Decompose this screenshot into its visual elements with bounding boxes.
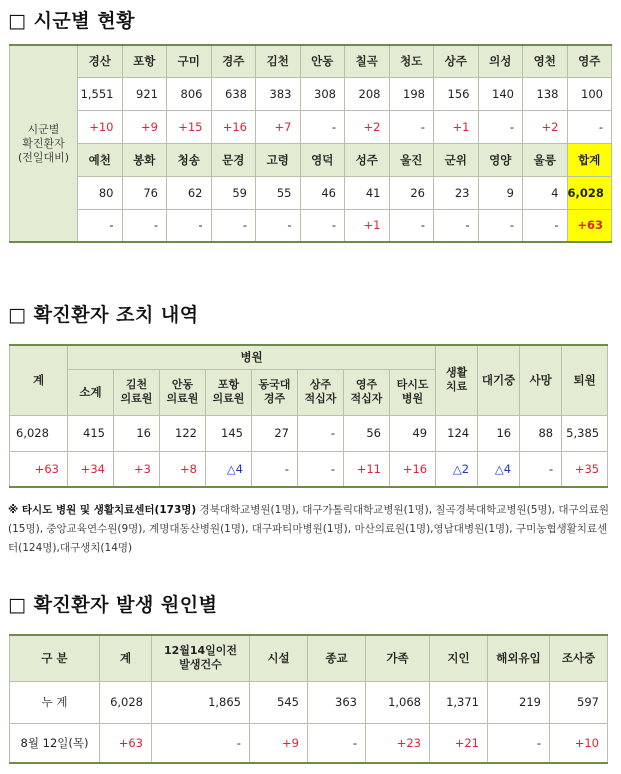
hospital-note-lead: ※ 타시도 병원 및 생활치료센터(173명) (8, 504, 197, 516)
header-hospital-name: 상주 적십자 (298, 369, 344, 415)
region-name: 청도 (389, 45, 434, 77)
grand-total: 6,028 (567, 176, 612, 209)
region-name: 영주 (567, 45, 612, 77)
cause-value: 363 (308, 681, 366, 723)
measure-change: - (252, 451, 298, 487)
measure-value: 5,385 (562, 415, 608, 451)
region-name: 영양 (478, 143, 523, 176)
measure-value: 145 (206, 415, 252, 451)
measure-change: +16 (390, 451, 436, 487)
cause-value: 6,028 (100, 681, 152, 723)
header-hospital-name: 영주 적십자 (344, 369, 390, 415)
region-name: 김천 (256, 45, 301, 77)
cause-header: 지인 (430, 635, 488, 681)
region-total: 100 (567, 77, 612, 110)
region-total: 9 (478, 176, 523, 209)
region-name: 성주 (345, 143, 390, 176)
header-hospital-name: 안동 의료원 (160, 369, 206, 415)
measure-change: +3 (114, 451, 160, 487)
region-total: 308 (300, 77, 345, 110)
measure-value: 56 (344, 415, 390, 451)
region-total: 156 (434, 77, 479, 110)
cause-change: +10 (550, 723, 608, 763)
header-death: 사망 (520, 345, 562, 415)
region-total: 921 (122, 77, 167, 110)
region-total: 138 (523, 77, 568, 110)
region-change: +15 (167, 110, 212, 143)
region-change: - (256, 209, 301, 242)
region-name: 포항 (122, 45, 167, 77)
cause-value: 219 (488, 681, 550, 723)
grand-total-change: +63 (567, 209, 612, 242)
region-total: 59 (211, 176, 256, 209)
hospital-note (8, 501, 614, 558)
header-waiting: 대기중 (478, 345, 520, 415)
total-label: 합계 (567, 143, 612, 176)
measure-change: △2 (436, 451, 478, 487)
region-change: - (300, 110, 345, 143)
cause-header: 종교 (308, 635, 366, 681)
region-change: - (523, 209, 568, 242)
measure-change: △4 (206, 451, 252, 487)
region-change: +2 (345, 110, 390, 143)
cause-value: 1,371 (430, 681, 488, 723)
region-name: 울릉 (523, 143, 568, 176)
region-change: - (211, 209, 256, 242)
region-change: - (167, 209, 212, 242)
region-name: 경주 (211, 45, 256, 77)
cause-change: - (308, 723, 366, 763)
measure-change: +11 (344, 451, 390, 487)
header-subtotal: 소계 (68, 369, 114, 415)
region-name: 상주 (434, 45, 479, 77)
region-change: - (300, 209, 345, 242)
cause-value: 545 (250, 681, 308, 723)
region-name: 의성 (478, 45, 523, 77)
region-change: +1 (434, 110, 479, 143)
measure-value: 124 (436, 415, 478, 451)
header-hospital-name: 포항 의료원 (206, 369, 252, 415)
cause-change: +21 (430, 723, 488, 763)
cause-header: 해외유입 (488, 635, 550, 681)
region-name: 안동 (300, 45, 345, 77)
region-change: +9 (122, 110, 167, 143)
measure-value: 16 (478, 415, 520, 451)
region-total: 46 (300, 176, 345, 209)
region-change: - (434, 209, 479, 242)
region-total: 806 (167, 77, 212, 110)
cause-value: 1,865 (152, 681, 250, 723)
region-total: 26 (389, 176, 434, 209)
region-total: 62 (167, 176, 212, 209)
section-title-measures: □ 확진환자 조치 내역 (8, 304, 199, 326)
region-change: - (78, 209, 123, 242)
cause-value: 597 (550, 681, 608, 723)
cause-change: +9 (250, 723, 308, 763)
region-name: 경산 (78, 45, 123, 77)
cause-header: 시설 (250, 635, 308, 681)
region-change: - (567, 110, 612, 143)
region-total: 208 (345, 77, 390, 110)
region-total: 55 (256, 176, 301, 209)
cause-row-label: 누 계 (10, 681, 100, 723)
region-name: 구미 (167, 45, 212, 77)
cause-header: 계 (100, 635, 152, 681)
cause-row-label: 8월 12일(목) (10, 723, 100, 763)
measure-value: 88 (520, 415, 562, 451)
measure-change: +34 (68, 451, 114, 487)
region-total: 383 (256, 77, 301, 110)
header-total: 계 (10, 345, 68, 415)
region-change: - (478, 110, 523, 143)
section-title-region: □ 시군별 현황 (8, 10, 135, 32)
measure-change: - (298, 451, 344, 487)
region-side-label: 시군별 확진환자 (전일대비) (10, 45, 78, 242)
region-name: 문경 (211, 143, 256, 176)
region-name: 영덕 (300, 143, 345, 176)
header-discharge: 퇴원 (562, 345, 608, 415)
measure-change: +8 (160, 451, 206, 487)
cause-value: 1,068 (366, 681, 430, 723)
region-name: 영천 (523, 45, 568, 77)
cause-change: +63 (100, 723, 152, 763)
cause-header: 조사중 (550, 635, 608, 681)
cause-header: 가족 (366, 635, 430, 681)
cause-change: +23 (366, 723, 430, 763)
region-total: 76 (122, 176, 167, 209)
region-change: +16 (211, 110, 256, 143)
region-change: +7 (256, 110, 301, 143)
region-total: 638 (211, 77, 256, 110)
region-name: 군위 (434, 143, 479, 176)
region-name: 울진 (389, 143, 434, 176)
region-name: 고령 (256, 143, 301, 176)
region-change: - (122, 209, 167, 242)
region-change: +10 (78, 110, 123, 143)
region-name: 청송 (167, 143, 212, 176)
header-life-treatment: 생활 치료 (436, 345, 478, 415)
measure-value: 122 (160, 415, 206, 451)
cause-header: 12월14일이전 발생건수 (152, 635, 250, 681)
region-table (9, 44, 612, 243)
section-title-causes: □ 확진환자 발생 원인별 (8, 594, 218, 616)
header-hospital-name: 김천 의료원 (114, 369, 160, 415)
measure-value: 27 (252, 415, 298, 451)
region-total: 4 (523, 176, 568, 209)
hospital-note-body: 경북대학교병원(1명), 대구가톨릭대학교병원(1명), 칠곡경북대학교병원(5명), 대구의료원(15명), 중앙교육연수원(9명), 계명대동산병원(1명), 대구파티마병원(1명), 마산의료원(1명),영남대병원(1명), 구미농협생활치료센터(124명),대구생치(14명) (8, 504, 610, 554)
region-change: - (389, 209, 434, 242)
region-name: 칠곡 (345, 45, 390, 77)
region-change: +2 (523, 110, 568, 143)
measure-change: △4 (478, 451, 520, 487)
header-hospital-name: 타시도 병원 (390, 369, 436, 415)
measure-value: - (298, 415, 344, 451)
region-change: +1 (345, 209, 390, 242)
cause-header: 구 분 (10, 635, 100, 681)
measure-value: 6,028 (10, 415, 68, 451)
region-change: - (478, 209, 523, 242)
region-total: 80 (78, 176, 123, 209)
region-total: 140 (478, 77, 523, 110)
region-name: 예천 (78, 143, 123, 176)
region-total: 23 (434, 176, 479, 209)
region-name: 봉화 (122, 143, 167, 176)
cause-change: - (488, 723, 550, 763)
region-total: 198 (389, 77, 434, 110)
measures-table (9, 344, 608, 488)
header-hospital: 병원 (68, 345, 436, 369)
measure-change: +63 (10, 451, 68, 487)
cause-change: - (152, 723, 250, 763)
region-total: 1,551 (78, 77, 123, 110)
measure-value: 49 (390, 415, 436, 451)
region-change: - (389, 110, 434, 143)
measure-change: - (520, 451, 562, 487)
header-hospital-name: 동국대 경주 (252, 369, 298, 415)
measure-change: +35 (562, 451, 608, 487)
measure-value: 415 (68, 415, 114, 451)
region-total: 41 (345, 176, 390, 209)
causes-table (9, 634, 608, 764)
measure-value: 16 (114, 415, 160, 451)
